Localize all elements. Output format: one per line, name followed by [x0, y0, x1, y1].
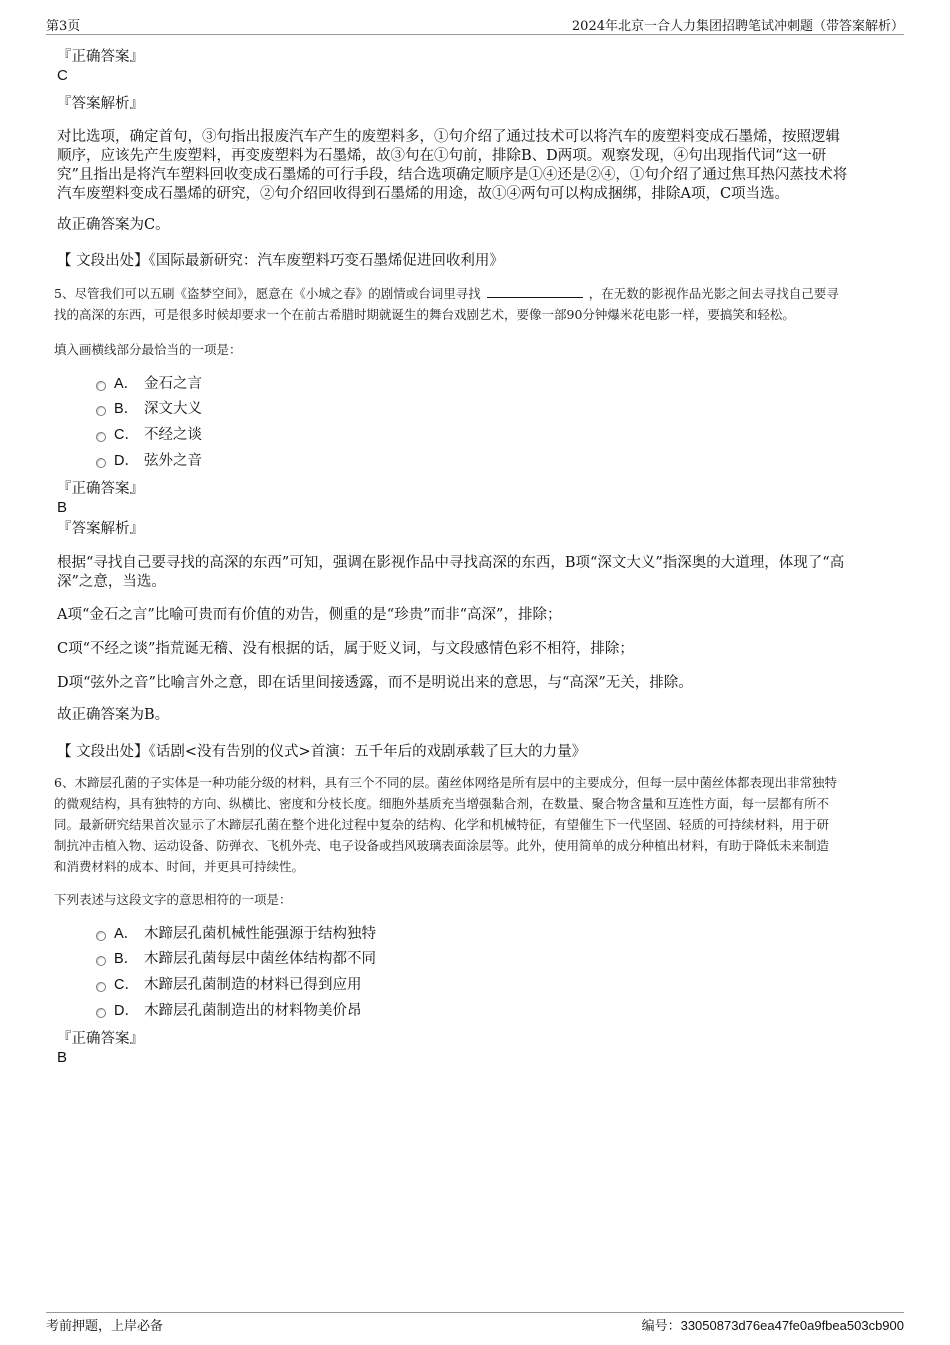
option-letter: B． [114, 951, 139, 967]
q4-correct-label: 『正确答案』 [57, 49, 144, 65]
q6-option-b[interactable] [96, 949, 376, 969]
option-text: 木蹄层孔菌制造的材料已得到应用 [144, 977, 362, 993]
document-title: 2024年北京一合人力集团招聘笔试冲刺题（带答案解析） [571, 19, 904, 34]
q6-option-a[interactable] [96, 924, 376, 944]
document-code [642, 1315, 904, 1334]
q5-note-a: A项“金石之言”比喻可贵而有价值的劝告，侧重的是“珍贵”而非“高深”，排除； [57, 607, 562, 623]
option-text: 不经之谈 [144, 427, 202, 443]
q5-analysis-line: 根据“寻找自己要寻找的高深的东西”可知，强调在影视作品中寻找高深的东西，B项“深文大义”指深奥的大道理，体现了“高 [57, 555, 845, 571]
q5-prompt: 填入画横线部分最恰当的一项是： [54, 342, 242, 357]
q4-correct-answer: C [57, 67, 68, 84]
option-text: 金石之言 [144, 376, 202, 392]
q4-analysis-line: 对比选项，确定首句，③句指出报废汽车产生的废塑料多，①句介绍了通过技术可以将汽车的废塑料变成石墨烯，按照逻辑 [57, 129, 840, 145]
option-letter: D． [114, 453, 139, 469]
page-header [46, 14, 904, 35]
q5-option-d[interactable] [96, 451, 202, 471]
q5-stem [54, 283, 904, 325]
q5-source: 【 文段出处】《话剧<没有告别的仪式>首演：五千年后的戏剧承载了巨大的力量》 [57, 744, 587, 760]
q5-analysis-label: 『答案解析』 [57, 521, 144, 537]
q5-option-a[interactable] [96, 374, 202, 394]
q6-correct-answer: B [57, 1049, 68, 1066]
q5-option-c[interactable] [96, 425, 202, 445]
radio-icon[interactable] [96, 956, 106, 966]
q4-analysis-label: 『答案解析』 [57, 96, 144, 112]
option-text: 弦外之音 [144, 453, 202, 469]
q6-stem-line: 制抗冲击植入物、运动设备、防弹衣、飞机外壳、电子设备或挡风玻璃表面涂层等。此外，使用简单的成分种植出材料，有助于降低未来制造 [54, 838, 830, 853]
q5-analysis-line: 深”之意，当选。 [57, 574, 166, 590]
q4-analysis-line: 汽车废塑料变成石墨烯的研究，②句介绍回收得到石墨烯的用途，故①④两句可以构成捆绑，排除A项，C项当选。 [57, 186, 790, 202]
q6-stem [54, 772, 904, 877]
q4-source: 【 文段出处】《国际最新研究：汽车废塑料巧变石墨烯促进回收利用》 [57, 253, 504, 269]
option-text: 木蹄层孔菌制造出的材料物美价昂 [144, 1003, 362, 1019]
q6-stem-line: 6、木蹄层孔菌的子实体是一种功能分级的材料，具有三个不同的层。菌丝体网络是所有层中的主要成分，但每一层中菌丝体都表现出非常独特 [54, 775, 837, 790]
q5-stem-part2: ，在无数的影视作品光影之间去寻找自己要寻 [588, 286, 839, 301]
q6-stem-line: 同。最新研究结果首次显示了木蹄层孔菌在整个进化过程中复杂的结构、化学和机械特征，有望催生下一代坚固、轻质的可持续材料，用于研 [54, 817, 830, 832]
code-value: 33050873d76ea47fe0a9fbea503cb900 [680, 1318, 904, 1333]
q5-blank [487, 285, 583, 298]
q6-stem-line: 的微观结构，具有独特的方向、纵横比、密度和分枝长度。细胞外基质充当增强黏合剂，在数量、聚合物含量和互连性方面，每一层都有所不 [54, 796, 830, 811]
radio-icon[interactable] [96, 931, 106, 941]
option-letter: A． [114, 376, 139, 392]
q6-correct-label: 『正确答案』 [57, 1031, 144, 1047]
q6-option-d[interactable] [96, 1001, 362, 1021]
q4-analysis-line: 究”且指出是将汽车塑料回收变成石墨烯的可行手段，结合选项确定顺序是①④还是②④，①句介绍了通过焦耳热闪蒸技术将 [57, 167, 848, 183]
q4-analysis-line: 顺序，应该先产生废塑料，再变废塑料为石墨烯，故③句在①句前，排除B、D两项。观察发现，④句出现指代词“这一研 [57, 148, 827, 164]
option-text: 深文大义 [144, 401, 202, 417]
page-footer [46, 1312, 904, 1335]
q5-stem-part1: 5、尽管我们可以五刷《盗梦空间》，愿意在《小城之春》的剧情或台词里寻找 [54, 286, 481, 301]
option-text: 木蹄层孔菌每层中菌丝体结构都不同 [144, 951, 376, 967]
q5-stem-line2: 找的高深的东西，可是很多时候却要求一个在前古希腊时期就诞生的舞台戏剧艺术，要像一部90分钟爆米花电影一样，要搞笑和轻松。 [54, 307, 795, 322]
option-letter: C． [114, 977, 139, 993]
radio-icon[interactable] [96, 458, 106, 468]
q5-note-c: C项“不经之谈”指荒诞无稽、没有根据的话，属于贬义词，与文段感情色彩不相符，排除； [57, 641, 634, 657]
radio-icon[interactable] [96, 1008, 106, 1018]
radio-icon[interactable] [96, 381, 106, 391]
footer-slogan: 考前押题，上岸必备 [46, 1319, 164, 1334]
radio-icon[interactable] [96, 406, 106, 416]
q6-stem-line: 和消费材料的成本、时间，并更具可持续性。 [54, 859, 305, 874]
q5-note-d: D项“弦外之音”比喻言外之意，即在话里间接透露，而不是明说出来的意思，与“高深”无关，排除。 [57, 675, 693, 691]
q4-conclusion: 故正确答案为C。 [57, 217, 170, 233]
option-letter: C． [114, 427, 139, 443]
q5-correct-answer: B [57, 499, 68, 516]
option-letter: B． [114, 401, 139, 417]
page-number: 第3页 [46, 19, 81, 34]
q5-conclusion: 故正确答案为B。 [57, 707, 170, 723]
code-label: 编号： [641, 1319, 681, 1334]
q6-option-c[interactable] [96, 975, 362, 995]
option-text: 木蹄层孔菌机械性能强源于结构独特 [144, 926, 376, 942]
q4-analysis [57, 128, 897, 204]
option-letter: A． [114, 926, 139, 942]
option-letter: D． [114, 1003, 139, 1019]
q5-option-b[interactable] [96, 399, 202, 419]
radio-icon[interactable] [96, 982, 106, 992]
q6-prompt: 下列表述与这段文字的意思相符的一项是： [54, 892, 292, 907]
q5-correct-label: 『正确答案』 [57, 481, 144, 497]
q5-analysis [57, 554, 897, 592]
radio-icon[interactable] [96, 432, 106, 442]
